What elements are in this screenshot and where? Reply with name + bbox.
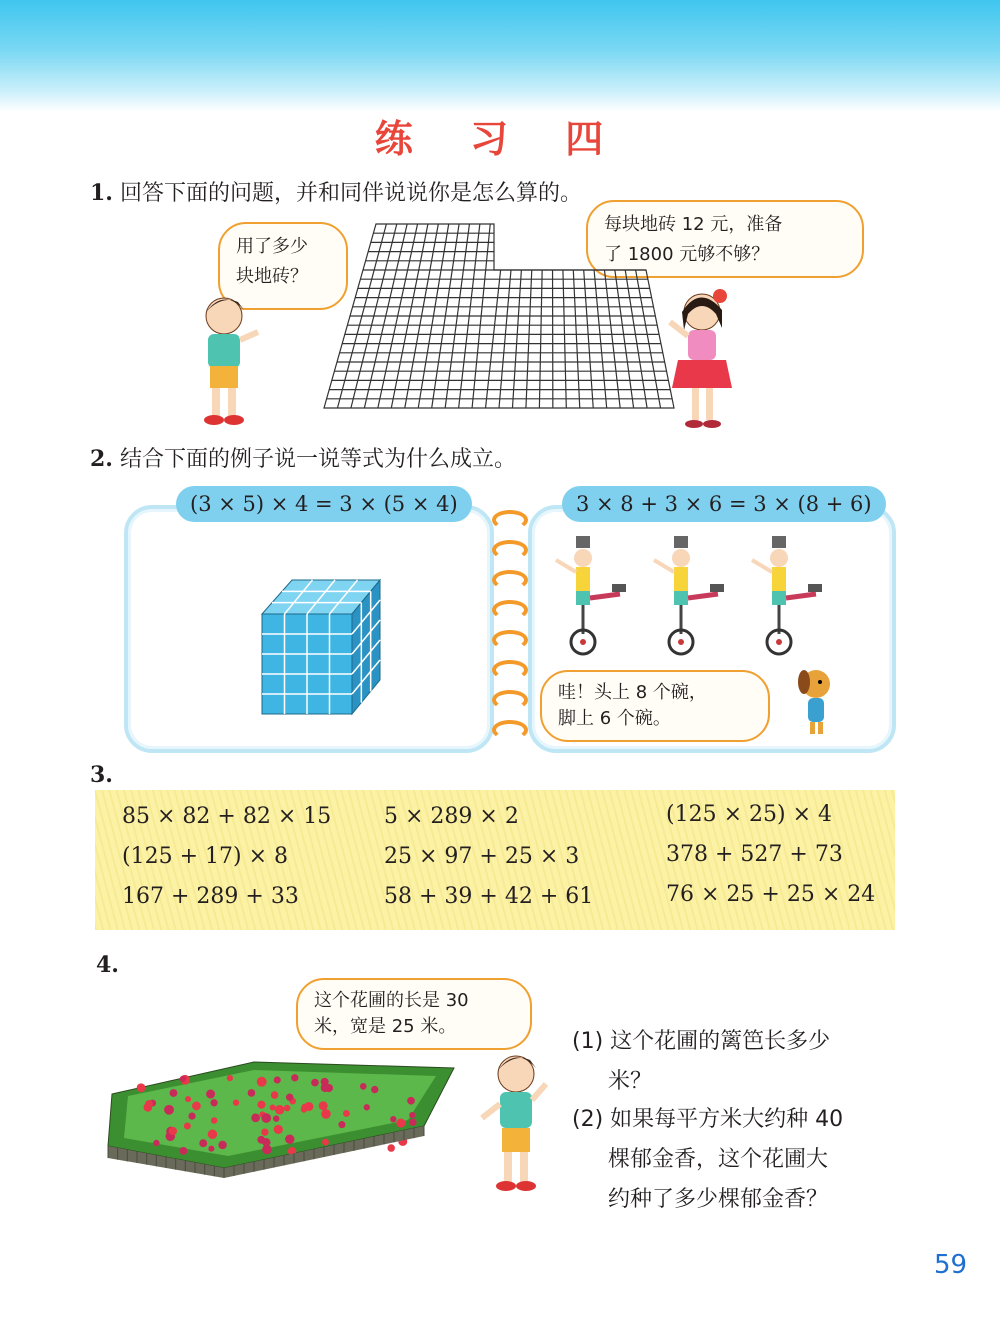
question-2-number: 2. — [90, 446, 113, 472]
sub-question-2 — [572, 1100, 843, 1220]
expression-r2c1: (125 + 17) × 8 — [122, 844, 288, 869]
page-title: 练 习 四 — [374, 117, 626, 161]
sub-question-1 — [572, 1022, 830, 1102]
garden-bubble-line-1: 这个花圃的长是 30 — [314, 990, 469, 1011]
garden-bubble-line-2: 米，宽是 25 米。 — [314, 1016, 457, 1037]
sub-question-2-line-2: 棵郁金香，这个花圃大 — [608, 1147, 829, 1172]
question-2-heading — [90, 442, 516, 473]
dog-bubble-line-2: 脚上 6 个碗。 — [558, 708, 671, 729]
expression-r1c3: (125 × 25) × 4 — [666, 802, 832, 827]
boy-figure-garden — [476, 1044, 556, 1196]
page-number: 59 — [934, 1250, 968, 1280]
question-1-heading — [90, 176, 582, 207]
dog-figure — [790, 664, 842, 738]
flower-garden-illustration — [104, 1050, 460, 1178]
sub-question-2-line-1: (2) 如果每平方米大约种 40 — [572, 1107, 844, 1132]
binding-ring — [492, 720, 528, 740]
expression-r3c1: 167 + 289 + 33 — [122, 884, 299, 909]
boy-bubble-line-2: 块地砖？ — [236, 266, 308, 287]
expression-r2c2: 25 × 97 + 25 × 3 — [384, 844, 580, 869]
girl-figure — [660, 284, 740, 434]
question-3-heading — [90, 762, 113, 788]
floor-tile-grid — [318, 220, 680, 412]
right-equation: 3 × 8 + 3 × 6 = 3 × (8 + 6) — [562, 486, 886, 522]
sky-header-band — [0, 0, 1000, 112]
expression-r3c3: 76 × 25 + 25 × 24 — [666, 882, 876, 907]
cube-block-illustration — [256, 574, 386, 720]
expression-r3c2: 58 + 39 + 42 + 61 — [384, 884, 594, 909]
left-equation: (3 × 5) × 4 = 3 × (5 × 4) — [176, 486, 472, 522]
question-2-text: 结合下面的例子说一说等式为什么成立。 — [119, 447, 516, 472]
binding-ring — [492, 570, 528, 590]
dog-speech-bubble — [540, 670, 770, 742]
expression-r1c1: 85 × 82 + 82 × 15 — [122, 804, 332, 829]
girl-bubble-line-2: 了 1800 元够不够？ — [604, 244, 770, 265]
sub-question-2-line-3: 约种了多少棵郁金香？ — [608, 1187, 829, 1212]
unicycle-performers — [550, 536, 830, 660]
boy-bubble-line-1: 用了多少 — [236, 236, 308, 257]
girl-bubble-line-1: 每块地砖 12 元，准备 — [604, 214, 783, 235]
expression-r2c3: 378 + 527 + 73 — [666, 842, 843, 867]
question-4-number: 4. — [96, 952, 119, 978]
binding-ring — [492, 540, 528, 560]
binding-ring — [492, 660, 528, 680]
question-1-number: 1. — [90, 180, 113, 206]
question-3-number: 3. — [90, 762, 113, 788]
question-1-text: 回答下面的问题，并和同伴说说你是怎么算的。 — [119, 181, 582, 206]
binding-ring — [492, 510, 528, 530]
question-4-heading — [96, 952, 119, 978]
expression-r1c2: 5 × 289 × 2 — [384, 804, 519, 829]
sub-question-1-line-1: (1) 这个花圃的篱笆长多少 — [572, 1029, 831, 1054]
sub-question-1-line-2: 米？ — [608, 1069, 653, 1094]
boy-figure — [186, 286, 266, 428]
garden-speech-bubble — [296, 978, 532, 1050]
binding-ring — [492, 600, 528, 620]
dog-bubble-line-1: 哇！头上 8 个碗， — [558, 682, 707, 703]
binding-ring — [492, 630, 528, 650]
binding-ring — [492, 690, 528, 710]
